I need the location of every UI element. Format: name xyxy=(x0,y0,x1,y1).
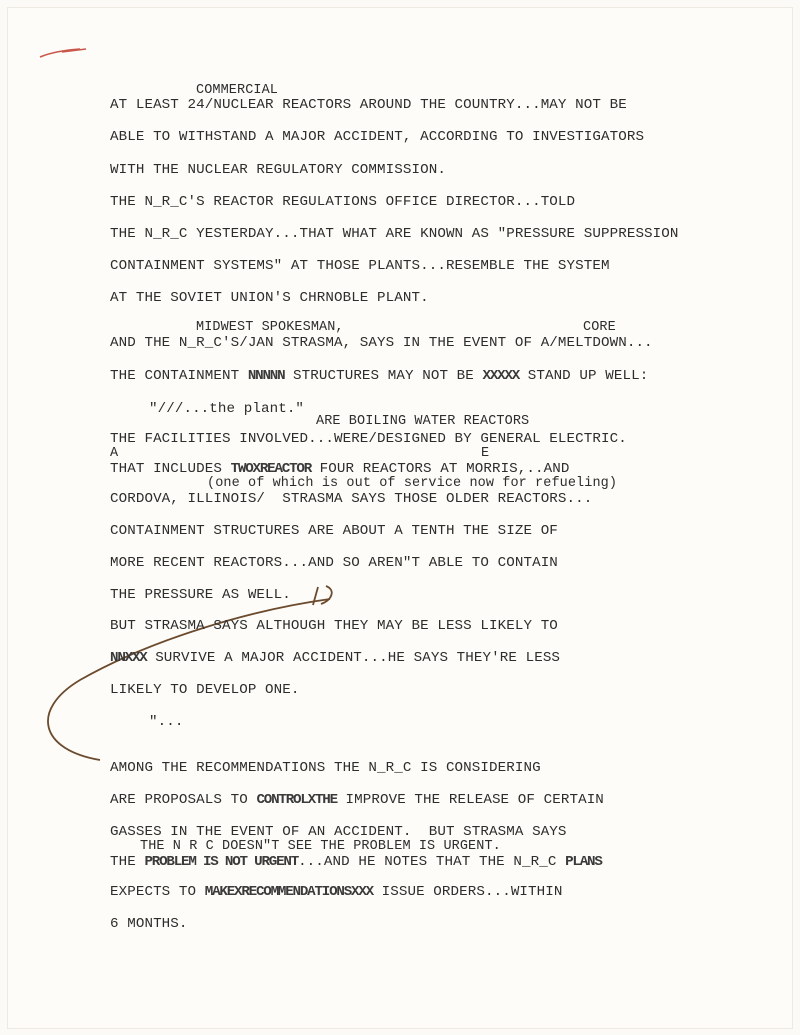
insert-bwr: ARE BOILING WATER REACTORS xyxy=(316,414,530,429)
text-line: LIKELY TO DEVELOP ONE. xyxy=(110,682,300,698)
insert-commercial: COMMERCIAL xyxy=(196,83,279,98)
line-text: THE xyxy=(110,854,145,870)
text-line-strikeout xyxy=(110,854,602,870)
text-line: AMONG THE RECOMMENDATIONS THE N_R_C IS CONSIDERING xyxy=(110,760,541,776)
insert-nrc-see: THE N R C DOESN"T SEE THE PROBLEM IS URGENT. xyxy=(140,839,501,854)
strikeout: MAKEXRECOMMENDATIONSXXX xyxy=(204,884,373,900)
quote-line: "///...the plant." xyxy=(149,401,305,417)
line-text: EXPECTS TO xyxy=(110,884,205,900)
text-line-strikeout xyxy=(110,368,648,384)
text-line: THE PRESSURE AS WELL. xyxy=(110,587,291,603)
quote-line: "... xyxy=(149,714,184,730)
text-line-strikeout xyxy=(110,461,569,477)
text-line: GASSES IN THE EVENT OF AN ACCIDENT. BUT STRASMA SAYS xyxy=(110,824,567,840)
insert-core: CORE xyxy=(583,320,616,335)
line-text: FOUR REACTORS AT MORRIS,..AND xyxy=(311,461,570,477)
strikeout: TWOXREACTOR xyxy=(230,461,312,477)
line-text: STAND UP WELL: xyxy=(519,368,649,384)
text-line: THE N_R_C YESTERDAY...THAT WHAT ARE KNOWN AS "PRESSURE SUPPRESSION xyxy=(110,226,679,242)
text-line: CORDOVA, ILLINOIS/ STRASMA SAYS THOSE OLDER REACTORS... xyxy=(110,491,593,507)
text-line-strikeout xyxy=(110,884,563,900)
text-line: BUT STRASMA SAYS ALTHOUGH THEY MAY BE LESS LIKELY TO xyxy=(110,618,558,634)
text-line: CONTAINMENT SYSTEMS" AT THOSE PLANTS...RESEMBLE THE SYSTEM xyxy=(110,258,610,274)
line-text: SURVIVE A MAJOR ACCIDENT...HE SAYS THEY'RE LESS xyxy=(146,650,561,666)
text-line: AT LEAST 24/NUCLEAR REACTORS AROUND THE COUNTRY...MAY NOT BE xyxy=(110,97,627,113)
insert-e: E xyxy=(481,446,490,461)
strikeout: PROBLEM IS NOT URGENT xyxy=(144,854,299,870)
line-text: THE CONTAINMENT xyxy=(110,368,248,384)
text-line: WITH THE NUCLEAR REGULATORY COMMISSION. xyxy=(110,162,446,178)
strikeout: XXXXX xyxy=(482,368,520,384)
line-text: THAT INCLUDES xyxy=(110,461,231,477)
insert-spokesman: MIDWEST SPOKESMAN, xyxy=(196,320,344,335)
line-text: ...AND HE NOTES THAT THE N_R_C xyxy=(298,854,566,870)
line-text: STRUCTURES MAY NOT BE xyxy=(284,368,483,384)
insert-parenthetical: (one of which is out of service now for refueling) xyxy=(207,476,618,491)
text-line: 6 MONTHS. xyxy=(110,916,188,932)
text-line: THE N_R_C'S REACTOR REGULATIONS OFFICE DIRECTOR...TOLD xyxy=(110,194,576,210)
text-line: AT THE SOVIET UNION'S CHRNOBLE PLANT. xyxy=(110,290,429,306)
line-text: IMPROVE THE RELEASE OF CERTAIN xyxy=(336,792,604,808)
strikeout: PLANS xyxy=(565,854,602,870)
line-text: ISSUE ORDERS...WITHIN xyxy=(373,884,563,900)
text-line: AND THE N_R_C'S/JAN STRASMA, SAYS IN THE EVENT OF A/MELTDOWN... xyxy=(110,335,653,351)
text-line: CONTAINMENT STRUCTURES ARE ABOUT A TENTH THE SIZE OF xyxy=(110,523,558,539)
strikeout: NNXXX xyxy=(110,650,147,666)
insert-a: A xyxy=(110,446,119,461)
text-line-strikeout xyxy=(110,650,560,666)
text-line-strikeout xyxy=(110,792,604,808)
line-text: ARE PROPOSALS TO xyxy=(110,792,257,808)
paper-sheet xyxy=(8,8,792,1028)
text-line: MORE RECENT REACTORS...AND SO AREN"T ABLE TO CONTAIN xyxy=(110,555,558,571)
text-line: THE FACILITIES INVOLVED...WERE/DESIGNED BY GENERAL ELECTRIC. xyxy=(110,431,627,447)
text-line: ABLE TO WITHSTAND A MAJOR ACCIDENT, ACCORDING TO INVESTIGATORS xyxy=(110,129,645,145)
strikeout: NNNNN xyxy=(247,368,285,384)
strikeout: CONTROLXTHE xyxy=(256,792,337,808)
